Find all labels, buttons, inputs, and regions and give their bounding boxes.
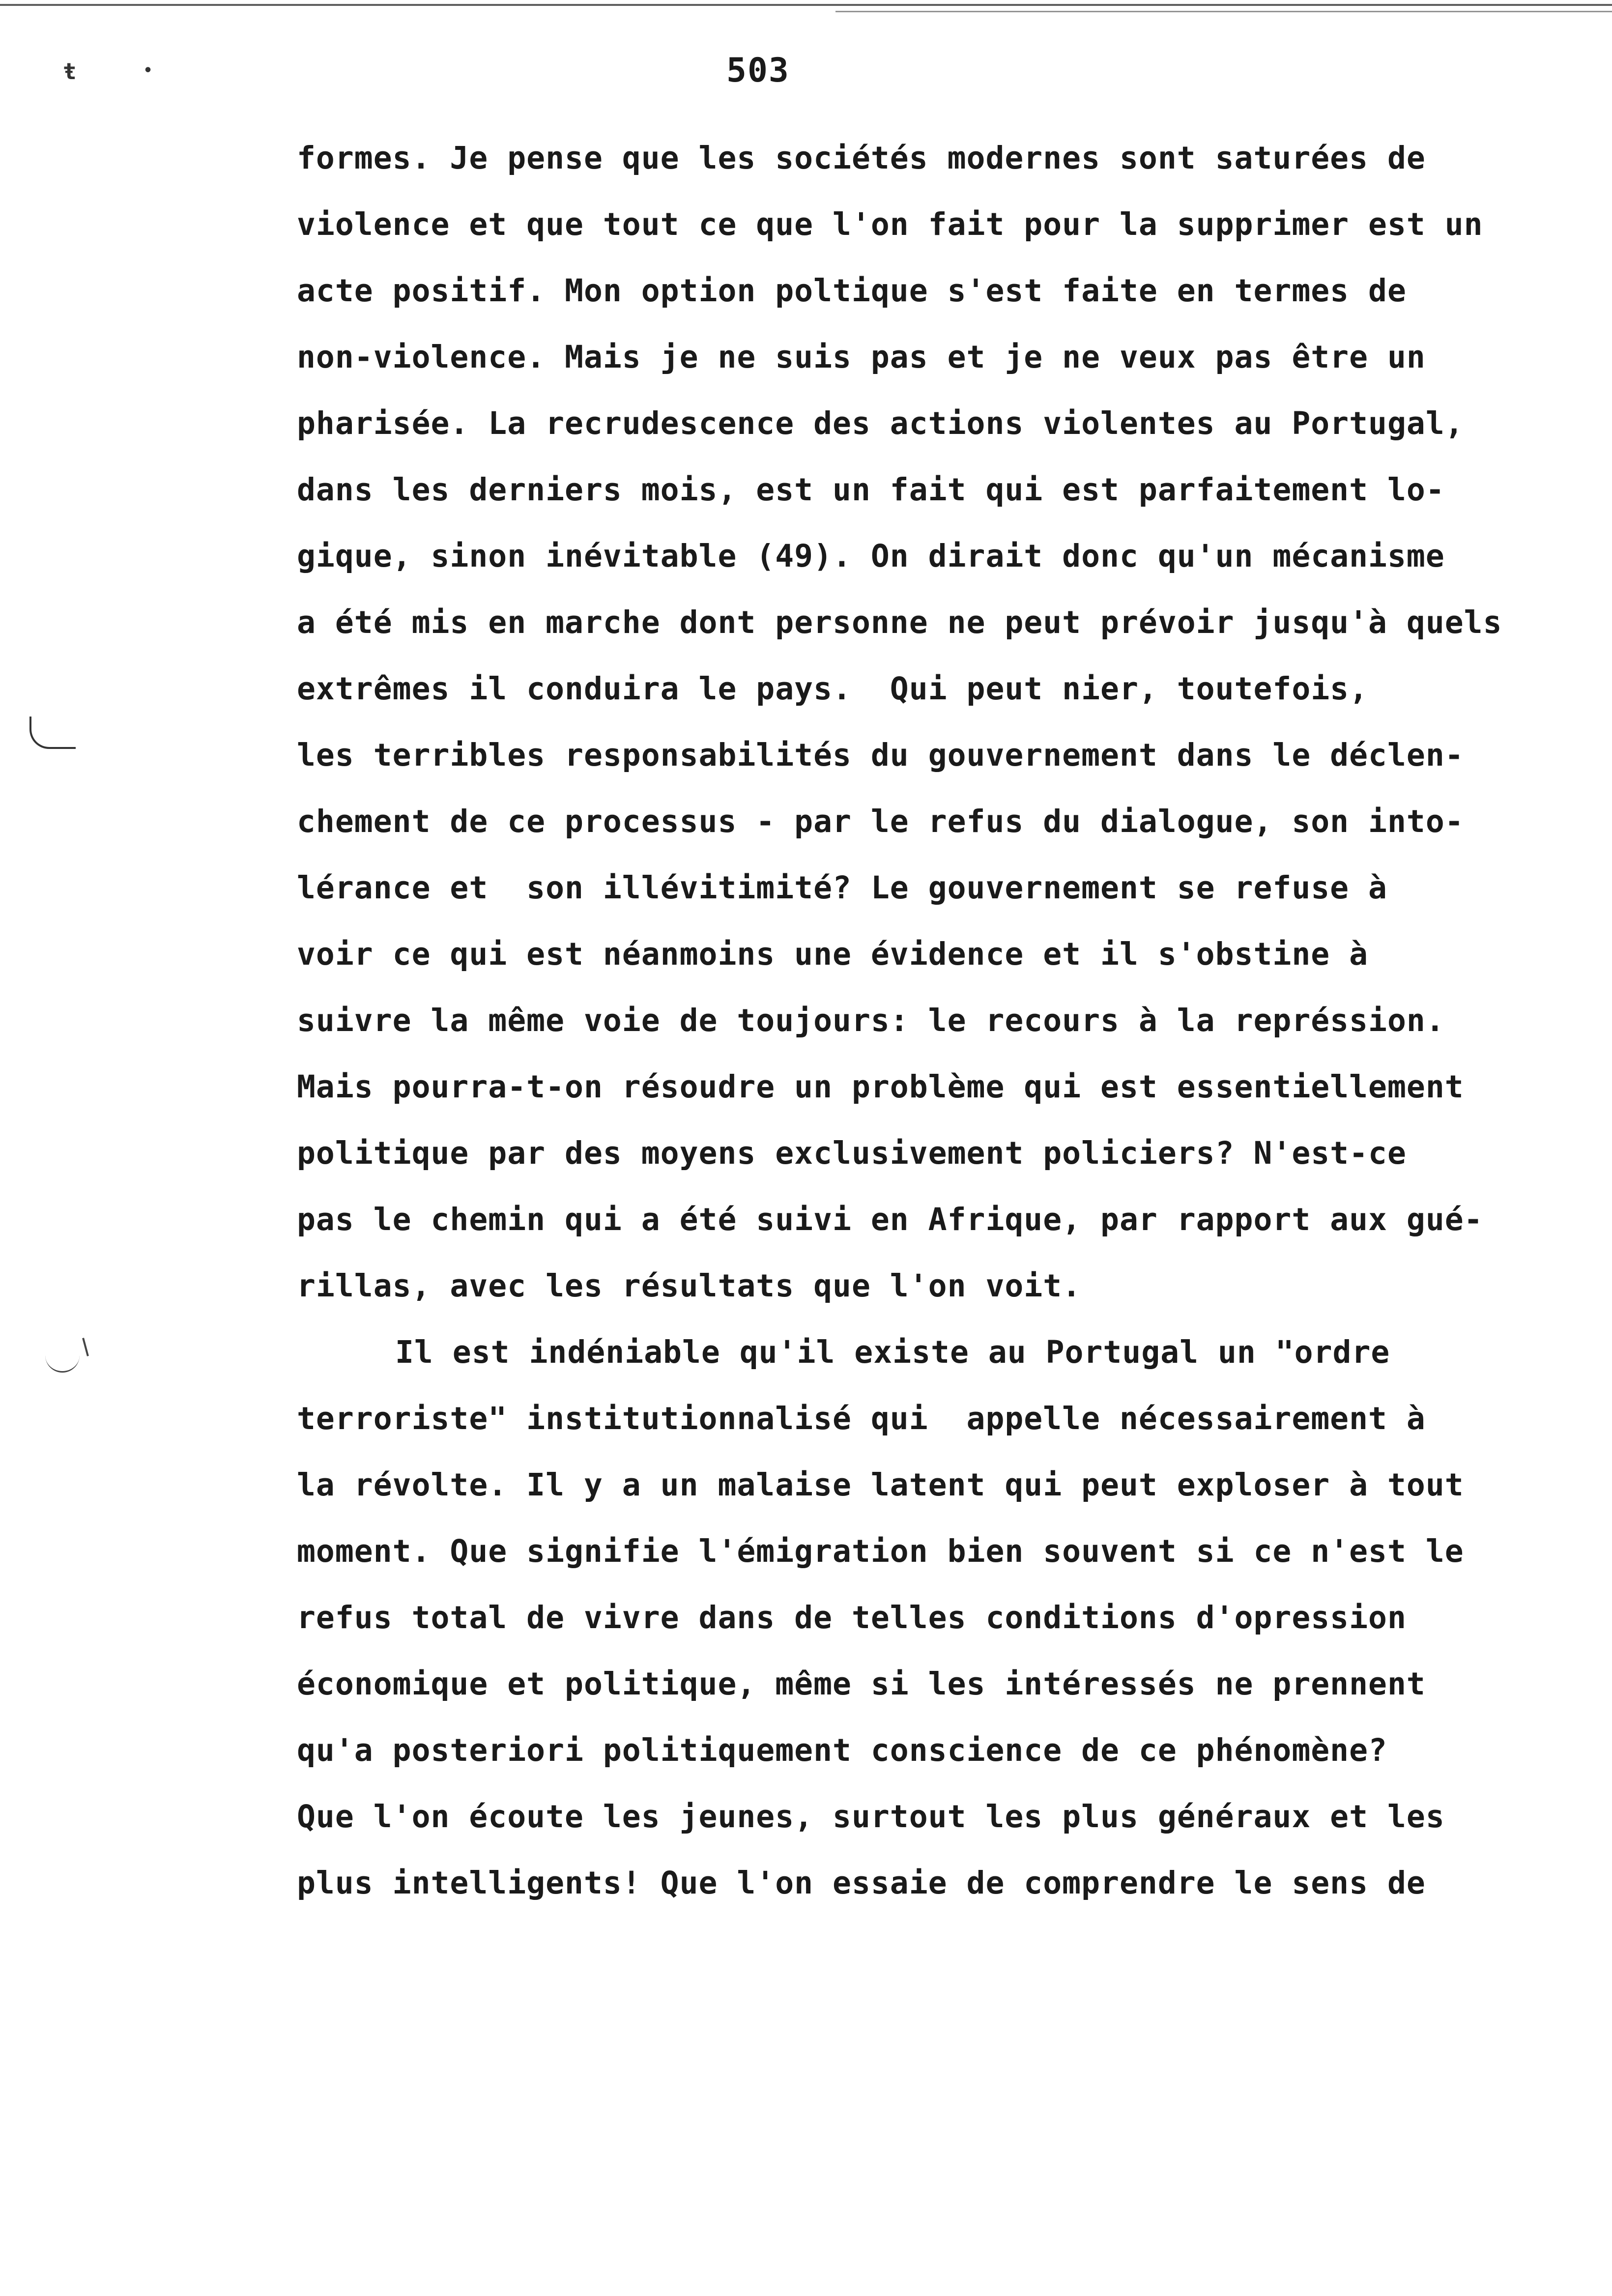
text-line: moment. Que signifie l'émigration bien souvent si ce n'est le: [297, 1533, 1464, 1569]
margin-pencil-mark: [29, 717, 76, 749]
text-line: acte positif. Mon option poltique s'est faite en termes de: [297, 273, 1407, 309]
text-line: formes. Je pense que les sociétés modernes sont saturées de: [297, 140, 1426, 176]
text-line: dans les derniers mois, est un fait qui est parfaitement lo-: [297, 472, 1445, 508]
text-line: rillas, avec les résultats que l'on voit.: [297, 1268, 1082, 1304]
text-line: la révolte. Il y a un malaise latent qui peut exploser à tout: [297, 1467, 1464, 1503]
text-line: pas le chemin qui a été suivi en Afrique, par rapport aux gué-: [297, 1202, 1483, 1237]
text-line: terroriste" institutionnalisé qui appelle nécessairement à: [297, 1401, 1426, 1436]
corner-mark-dot: •: [144, 62, 153, 79]
text-line: Mais pourra-t-on résoudre un problème qui est essentiellement: [297, 1069, 1464, 1105]
text-line: pharisée. La recrudescence des actions violentes au Portugal,: [297, 405, 1464, 441]
typed-text-body: [297, 138, 1584, 1929]
text-line: a été mis en marche dont personne ne peut prévoir jusqu'à quels: [297, 604, 1502, 640]
text-line: plus intelligents! Que l'on essaie de comprendre le sens de: [297, 1865, 1426, 1901]
text-line: qu'a posteriori politiquement conscience de ce phénomène?: [297, 1732, 1387, 1768]
corner-mark-left: ŧ: [63, 58, 77, 85]
text-line: voir ce qui est néanmoins une évidence et il s'obstine à: [297, 936, 1369, 972]
text-line: suivre la même voie de toujours: le recours à la représsion.: [297, 1003, 1445, 1038]
text-line: politique par des moyens exclusivement policiers? N'est-ce: [297, 1135, 1407, 1171]
margin-pencil-tick: [82, 1338, 89, 1356]
text-line: chement de ce processus - par le refus du dialogue, son into-: [297, 804, 1464, 839]
text-line: Il est indéniable qu'il existe au Portugal un "ordre: [395, 1334, 1390, 1370]
margin-pencil-mark: [45, 1337, 80, 1373]
page-number: 503: [726, 51, 790, 90]
top-edge-rule: [0, 4, 1612, 6]
text-line: les terribles responsabilités du gouvernement dans le déclen-: [297, 737, 1464, 773]
text-line: Que l'on écoute les jeunes, surtout les plus généraux et les: [297, 1799, 1445, 1835]
text-line: refus total de vivre dans de telles conditions d'opression: [297, 1600, 1407, 1636]
text-line: extrêmes il conduira le pays. Qui peut nier, toutefois,: [297, 671, 1369, 707]
top-edge-rule-secondary: [835, 11, 1612, 12]
text-line: violence et que tout ce que l'on fait pour la supprimer est un: [297, 206, 1483, 242]
text-line: gique, sinon inévitable (49). On dirait donc qu'un mécanisme: [297, 538, 1445, 574]
text-line: non-violence. Mais je ne suis pas et je ne veux pas être un: [297, 339, 1426, 375]
text-line: économique et politique, même si les intéressés ne prennent: [297, 1666, 1426, 1702]
text-line: lérance et son illévitimité? Le gouvernement se refuse à: [297, 870, 1387, 906]
